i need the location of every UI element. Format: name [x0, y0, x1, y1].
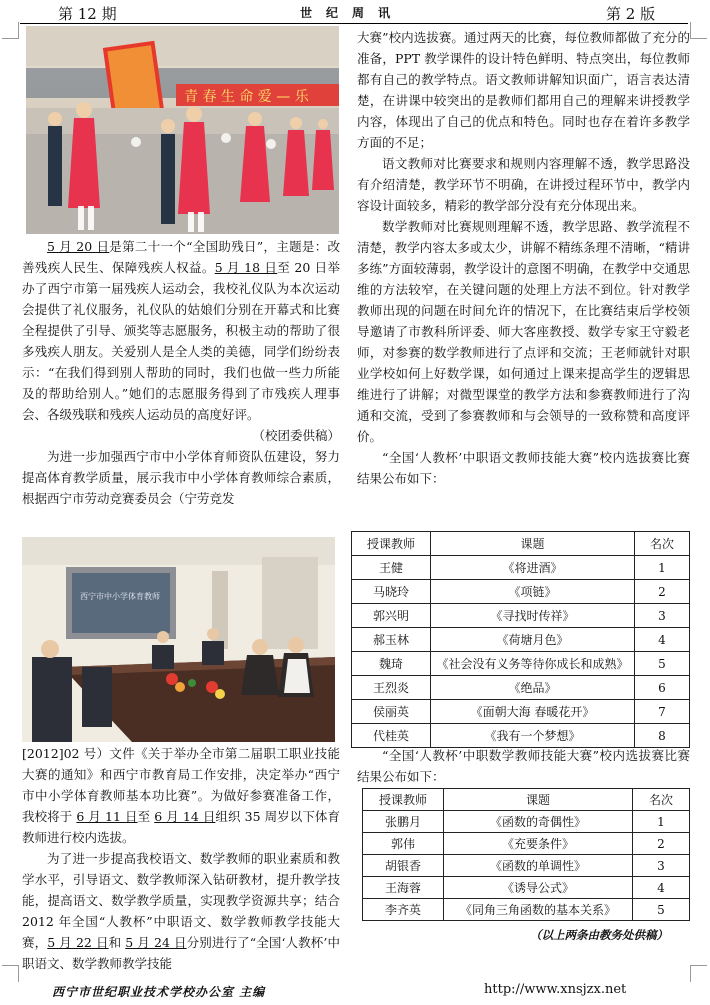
footer-url-link[interactable]: http://www.xnsjzx.net	[484, 982, 627, 997]
header-cell: 授课教师	[363, 789, 444, 811]
topic-cell: 《项链》	[431, 580, 635, 604]
table-row	[352, 628, 690, 652]
topic-cell: 《寻找时传祥》	[431, 604, 635, 628]
ceremony-photo	[26, 26, 339, 234]
teacher-cell: 郝玉林	[352, 628, 431, 652]
date-text: 5 月 18 日	[214, 260, 278, 275]
table-intro-text: “全国‘人教杯’中职语文教师技能大赛”校内选拔赛比赛结果公布如下：	[357, 450, 690, 486]
table-row	[363, 811, 690, 833]
paragraph-text: 数学教师对比赛规则理解不透，教学思路、教学流程不清楚，教学内容太多或太少，讲解不精练条理不清晰，“精讲多练”方面较薄弱，教学设计的意图不明确，在教学中交通思维的方法较窄，在关键问题的处理上方法不到位。针对教学教师出现的问题在时间允许的情况下，在比赛结束后学校领导邀请了市教科所评委、师大客座教授、数学专家王守毅老师，对参赛的数学教师进行了点评和交流；王老师就针对职业学校如何上好数学课，如何通过上课来提高学生的逻辑思维进行了讲解；对微型课堂的教学方法和参赛教师进行了沟通和交流，受到了参赛教师和与会领导的一致称赞和高度评价。	[357, 219, 690, 444]
credit-text: （校团委供稿）	[252, 428, 340, 443]
rank-cell: 5	[633, 899, 690, 921]
topic-cell: 《充要条件》	[444, 833, 633, 855]
rank-cell: 1	[633, 811, 690, 833]
paragraph-text: [2012]02 号）文件《关于举办全市第二届职工职业技能大赛的通知》和西宁市教育局工作安排，决定举办“西宁市中小学体育教师基本功比赛”。为做好参赛准备工作，我校将于	[22, 746, 340, 824]
header-rule	[20, 23, 688, 24]
newsletter-title: 世纪周讯	[300, 6, 405, 20]
header-cell: 课题	[431, 532, 635, 556]
table-row	[363, 855, 690, 877]
table-row	[352, 700, 690, 724]
crop-mark	[690, 965, 707, 982]
topic-cell: 《诱导公式》	[444, 877, 633, 899]
source-note: （以上两条由教务处供稿）	[530, 928, 668, 942]
table-row	[363, 899, 690, 921]
rank-cell: 2	[633, 833, 690, 855]
header-cell: 课题	[444, 789, 633, 811]
rank-cell: 3	[633, 855, 690, 877]
screen-text: 西宁市中小学体育教师	[80, 592, 160, 601]
topic-cell: 《荷塘月色》	[431, 628, 635, 652]
teacher-cell: 王健	[352, 556, 431, 580]
date-text: 6 月 14 日	[154, 809, 216, 824]
rank-cell: 4	[633, 877, 690, 899]
teacher-cell: 胡银香	[363, 855, 444, 877]
header-cell: 名次	[635, 532, 690, 556]
crop-mark	[690, 22, 707, 39]
paragraph-text: 语文教师对比赛要求和规则内容理解不透，教学思路没有介绍清楚，教学环节不明确，在讲授过程环节中，教学内容设计面较多，精彩的教学部分没有充分体现出来。	[357, 156, 690, 213]
topic-cell: 《我有一个梦想》	[431, 724, 635, 748]
footer-editor: 西宁市世纪职业技术学校办公室 主编	[52, 985, 266, 999]
teacher-cell: 马晓玲	[352, 580, 431, 604]
table-row	[352, 556, 690, 580]
rank-cell: 4	[635, 628, 690, 652]
teacher-cell: 王海蓉	[363, 877, 444, 899]
teacher-cell: 张鹏月	[363, 811, 444, 833]
table2-intro	[357, 745, 690, 787]
teacher-cell: 郭兴明	[352, 604, 431, 628]
math-results-table	[362, 788, 690, 921]
header-cell: 授课教师	[352, 532, 431, 556]
table-row	[352, 676, 690, 700]
date-text: 6 月 11 日	[76, 809, 138, 824]
date-text: 5 月 24 日	[125, 935, 187, 950]
article-pe-competition	[22, 743, 340, 974]
paragraph-text: 组织 35 周岁以下体育教师进行校内选拔。	[22, 809, 340, 845]
teacher-cell: 郭伟	[363, 833, 444, 855]
teacher-cell: 侯丽英	[352, 700, 431, 724]
topic-cell: 《社会没有义务等待你成长和成熟》	[431, 652, 635, 676]
rank-cell: 8	[635, 724, 690, 748]
topic-cell: 《将进酒》	[431, 556, 635, 580]
meeting-photo	[22, 537, 335, 742]
rank-cell: 5	[635, 652, 690, 676]
page-header	[0, 0, 710, 24]
chinese-results-table	[351, 531, 690, 748]
table-row	[352, 580, 690, 604]
paragraph-text: 至 20 日举办了西宁市第一届残疾人运动会，我校礼仪队为本次运动会提供了礼仪服务，礼仪队的姑娘们分别在开幕式和比赛全程提供了引导、颁奖等志愿服务，积极主动的帮助了很多残疾人朋友。关爱别人是全人类的美德，同学们纷纷表示：“在我们得到别人帮助的同时，我们也做一些力所能及的帮助给别人。”她们的志愿服务得到了市残疾人理事会、各级残联和残疾人运动员的高度好评。	[22, 260, 340, 422]
crop-mark	[2, 965, 19, 982]
topic-cell: 《面朝大海 春暖花开》	[431, 700, 635, 724]
teacher-cell: 王烈炎	[352, 676, 431, 700]
table-intro-text: “全国‘人教杯’中职数学教师技能大赛”校内选拔赛比赛结果公布如下：	[357, 748, 690, 784]
paragraph-text: 分别进行了“全国‘人教杯’中职语文、数学教师教学技能	[22, 935, 340, 971]
table-header-row	[363, 789, 690, 811]
date-text: 5 月 20 日	[47, 239, 110, 254]
table-row	[352, 652, 690, 676]
table-header-row	[352, 532, 690, 556]
date-text: 5 月 22 日	[47, 935, 109, 950]
topic-cell: 《函数的单调性》	[444, 855, 633, 877]
table-row	[363, 877, 690, 899]
table-row	[363, 833, 690, 855]
paragraph-text: 大赛”校内选拔赛。通过两天的比赛，每位教师都做了充分的准备，PPT 教学课件的设计特色鲜明、特点突出，每位教师都有自己的教学特点。语文教师讲解知识面广，语言表达清楚，在讲课中较突出的是教师们都用自己的理解来讲授教学内容，体现出了自己的优点和特色。同时也存在着许多教学方面的不足；	[357, 30, 690, 150]
paragraph-text: 为进一步加强西宁市中小学体育师资队伍建设，努力提高体育教学质量，展示我市中小学体育教师综合素质，根据西宁市劳动竞赛委员会（宁劳竞发	[22, 449, 340, 506]
topic-cell: 《绝品》	[431, 676, 635, 700]
paragraph-text: 是第二十一个“全国助残日”，主题是：改善残疾人民生、保障残疾人权益。	[22, 239, 340, 275]
rank-cell: 1	[635, 556, 690, 580]
paragraph-text: 和	[108, 935, 126, 950]
article-teacher-contest	[357, 27, 690, 489]
rank-cell: 7	[635, 700, 690, 724]
topic-cell: 《同角三角函数的基本关系》	[444, 899, 633, 921]
teacher-cell: 魏琦	[352, 652, 431, 676]
rank-cell: 3	[635, 604, 690, 628]
table-row	[352, 604, 690, 628]
paragraph-text: 至	[137, 809, 155, 824]
header-cell: 名次	[633, 789, 690, 811]
paragraph-text: 为了进一步提高我校语文、数学教师的职业素质和教学水平，引导语文、数学教师深入钻研教材，提升教学技能，提高语文、数学教学质量，实现教学资源共享；结合 2012 年全国“人教杯”中职语文、数学教师教学技能大赛，	[22, 851, 340, 950]
teacher-cell: 代桂英	[352, 724, 431, 748]
teacher-cell: 李齐英	[363, 899, 444, 921]
topic-cell: 《函数的奇偶性》	[444, 811, 633, 833]
page-number: 第 2 版	[606, 5, 656, 23]
table-row	[352, 724, 690, 748]
banner-text: 青 春 生 命 爱 — 乐	[184, 89, 309, 105]
crop-mark	[2, 22, 19, 39]
article-disability-day	[22, 236, 340, 509]
issue-number: 第 12 期	[58, 5, 117, 23]
rank-cell: 6	[635, 676, 690, 700]
rank-cell: 2	[635, 580, 690, 604]
